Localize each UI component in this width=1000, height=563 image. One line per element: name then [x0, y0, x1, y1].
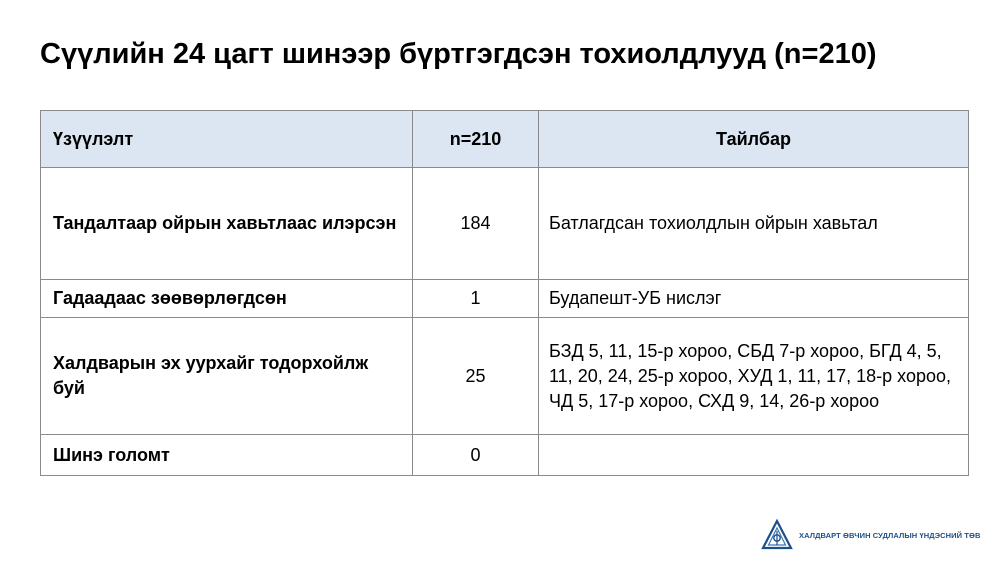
row-indicator: Шинэ голомт	[41, 435, 413, 476]
row-note: Будапешт-УБ нислэг	[539, 280, 969, 318]
row-note	[539, 435, 969, 476]
row-count: 184	[413, 168, 539, 280]
table-row	[41, 168, 969, 280]
page-title: Сүүлийн 24 цагт шинээр бүртгэгдсэн тохиолдлууд (n=210)	[40, 38, 877, 70]
table-header-row	[41, 111, 969, 168]
table-row	[41, 318, 969, 435]
row-count: 1	[413, 280, 539, 318]
table-row	[41, 280, 969, 318]
row-indicator: Тандалтаар ойрын хавьтлаас илэрсэн	[41, 168, 413, 280]
triangle-emblem-icon	[761, 519, 793, 551]
row-indicator: Халдварын эх уурхайг тодорхойлж буй	[41, 318, 413, 435]
logo-text: ХАЛДВАРТ ӨВЧИН СУДЛАЛЫН ҮНДЭСНИЙ ТӨВ	[799, 530, 981, 540]
organization-logo	[761, 518, 981, 552]
row-indicator: Гадаадаас зөөвөрлөгдсөн	[41, 280, 413, 318]
header-indicator: Үзүүлэлт	[41, 111, 413, 168]
header-count: n=210	[413, 111, 539, 168]
cases-table	[40, 110, 969, 476]
row-count: 25	[413, 318, 539, 435]
row-note: Батлагдсан тохиолдлын ойрын хавьтал	[539, 168, 969, 280]
table-row	[41, 435, 969, 476]
header-note: Тайлбар	[539, 111, 969, 168]
row-note: БЗД 5, 11, 15-р хороо, СБД 7-р хороо, БГД 4, 5, 11, 20, 24, 25-р хороо, ХУД 1, 11, 17, 18-р хороо, ЧД 5, 17-р хороо, СХД 9, 14, 26-р хороо	[539, 318, 969, 435]
row-count: 0	[413, 435, 539, 476]
